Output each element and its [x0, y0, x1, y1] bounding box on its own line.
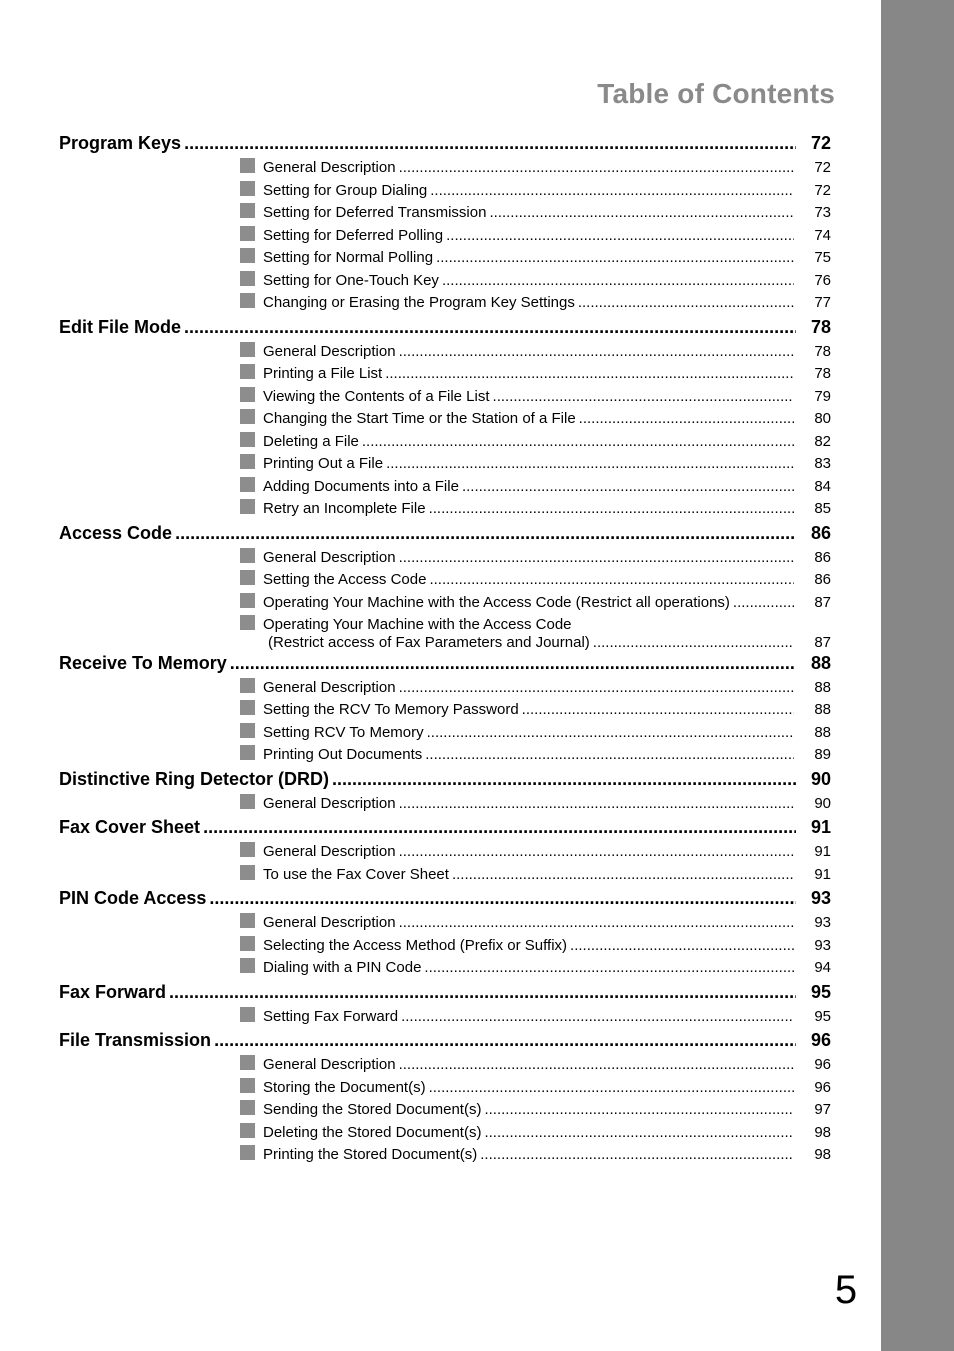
toc-item-page: 97: [814, 1101, 831, 1118]
dot-leader: [399, 795, 794, 813]
dot-leader: [386, 455, 794, 473]
square-bullet-icon: [240, 1100, 255, 1115]
toc-item-page: 74: [814, 226, 831, 244]
dot-leader: [480, 1146, 794, 1164]
toc-item-label: Operating Your Machine with the Access Code (Restrict all operations): [263, 593, 730, 611]
toc-item-row: [240, 614, 831, 652]
dot-leader: [209, 887, 796, 909]
square-bullet-icon: [240, 181, 255, 196]
toc-item-row: [240, 386, 831, 406]
toc-section-row: [59, 816, 831, 838]
dot-leader: [399, 679, 794, 697]
toc-section-row: [59, 981, 831, 1003]
toc-item-label: Setting for One-Touch Key: [263, 271, 439, 289]
toc-item-row: [240, 592, 831, 612]
toc-item-row: [240, 247, 831, 267]
toc-item-page: 84: [814, 477, 831, 495]
toc-item-label: To use the Fax Cover Sheet: [263, 865, 449, 883]
toc-item-label: General Description: [263, 1056, 396, 1073]
toc-item-row: [240, 1077, 831, 1097]
square-bullet-icon: [240, 678, 255, 693]
dot-leader: [362, 433, 794, 451]
toc-item-page: 98: [814, 1146, 831, 1163]
toc-item-page: 83: [814, 455, 831, 472]
square-bullet-icon: [240, 409, 255, 424]
page-title: Table of Contents: [597, 78, 835, 109]
square-bullet-icon: [240, 1007, 255, 1022]
dot-leader: [332, 768, 796, 790]
toc-section-title: PIN Code Access: [59, 888, 207, 908]
toc-item-page: 73: [814, 204, 831, 221]
dot-leader: [446, 227, 794, 245]
toc-section-page: 95: [810, 981, 831, 1002]
toc-section-title: Distinctive Ring Detector (DRD): [59, 768, 330, 789]
toc-section-page: 78: [810, 316, 831, 337]
square-bullet-icon: [240, 293, 255, 308]
square-bullet-icon: [240, 499, 255, 514]
square-bullet-icon: [240, 454, 255, 469]
toc-item-row: [240, 1122, 831, 1142]
dot-leader: [399, 1056, 794, 1074]
toc-item-label: Setting RCV To Memory: [263, 723, 424, 741]
toc-item-row: [240, 157, 831, 177]
square-bullet-icon: [240, 271, 255, 286]
toc-item-page: 88: [814, 723, 831, 741]
toc-item-page: 87: [814, 593, 831, 611]
toc-section-page: 88: [810, 652, 831, 673]
toc-item-page: 98: [814, 1123, 831, 1141]
toc-item-page: 76: [814, 271, 831, 289]
square-bullet-icon: [240, 432, 255, 447]
toc-item-page: 93: [814, 914, 831, 931]
square-bullet-icon: [240, 203, 255, 218]
toc-item-row: [240, 1006, 831, 1026]
dot-leader: [385, 365, 794, 383]
dot-leader: [452, 866, 794, 884]
toc-section-title: Fax Cover Sheet: [59, 817, 201, 837]
toc-item-label: Setting for Group Dialing: [263, 181, 428, 199]
square-bullet-icon: [240, 593, 255, 608]
dot-leader: [436, 249, 794, 267]
toc-section-row: [59, 522, 831, 544]
toc-item-row: [240, 793, 831, 813]
dot-leader: [570, 937, 794, 955]
square-bullet-icon: [240, 158, 255, 173]
square-bullet-icon: [240, 615, 255, 630]
page-number: 5: [834, 1268, 858, 1312]
dot-leader: [484, 1124, 794, 1142]
toc-section-page: 96: [810, 1030, 831, 1050]
side-tab-bar: [881, 0, 954, 1351]
toc-item-page: 75: [814, 249, 831, 266]
toc-item-label: Changing the Start Time or the Station of a File: [263, 410, 576, 427]
toc-item-row: [240, 1099, 831, 1119]
toc-section-title: Fax Forward: [59, 981, 167, 1002]
toc-item-label: Setting for Deferred Polling: [263, 226, 444, 244]
toc-section-row: [59, 652, 831, 674]
toc-section-row: [59, 887, 831, 909]
toc-item-row: [240, 202, 831, 222]
square-bullet-icon: [240, 570, 255, 585]
toc-item-label: Selecting the Access Method (Prefix or Suffix): [263, 936, 568, 954]
toc-item-label: General Description: [263, 914, 396, 931]
dot-leader: [593, 634, 794, 652]
dot-leader: [175, 522, 796, 544]
toc-item-page: 86: [814, 548, 831, 566]
square-bullet-icon: [240, 842, 255, 857]
toc-section-title: Receive To Memory: [59, 652, 227, 673]
toc-item-row: [240, 180, 831, 200]
square-bullet-icon: [240, 1145, 255, 1160]
toc-item-row: [240, 453, 831, 473]
toc-item-page: 86: [814, 571, 831, 588]
toc-item-page: 77: [814, 294, 831, 311]
toc-item-page: 85: [814, 500, 831, 517]
square-bullet-icon: [240, 364, 255, 379]
dot-leader: [169, 981, 796, 1003]
toc-item-page: 88: [814, 701, 831, 718]
dot-leader: [425, 746, 794, 764]
toc-item-row: [240, 408, 831, 428]
toc-item-label: General Description: [263, 159, 396, 176]
toc-item-page: 72: [814, 159, 831, 176]
square-bullet-icon: [240, 936, 255, 951]
toc-item-page: 96: [814, 1078, 831, 1096]
toc-item-label: Printing a File List: [263, 365, 383, 382]
dot-leader: [442, 272, 794, 290]
toc-item-label: Printing the Stored Document(s): [263, 1146, 478, 1163]
dot-leader: [429, 571, 794, 589]
toc-item-row: [240, 341, 831, 361]
dot-leader: [184, 132, 796, 154]
toc-item-page: 80: [814, 410, 831, 427]
square-bullet-icon: [240, 248, 255, 263]
toc-item-page: 82: [814, 432, 831, 450]
square-bullet-icon: [240, 1123, 255, 1138]
toc-item-label: Setting the Access Code: [263, 571, 427, 588]
toc-section-title: Edit File Mode: [59, 316, 182, 337]
toc-item-page: 87: [814, 634, 831, 651]
toc-section-page: 90: [810, 768, 831, 789]
toc-item-row: [240, 569, 831, 589]
dot-leader: [462, 478, 794, 496]
square-bullet-icon: [240, 548, 255, 563]
toc-section-page: 86: [810, 522, 831, 543]
dot-leader: [184, 316, 796, 338]
toc-item-page: 96: [814, 1056, 831, 1073]
dot-leader: [430, 182, 794, 200]
toc-item-label: Setting for Normal Polling: [263, 249, 434, 266]
toc-item-label: Dialing with a PIN Code: [263, 959, 422, 976]
square-bullet-icon: [240, 913, 255, 928]
toc-item-row: [240, 957, 831, 977]
toc-item-row: [240, 864, 831, 884]
square-bullet-icon: [240, 226, 255, 241]
toc-item-row: [240, 935, 831, 955]
dot-leader: [489, 204, 794, 222]
toc-item-label: Setting for Deferred Transmission: [263, 204, 487, 221]
dot-leader: [401, 1008, 794, 1026]
dot-leader: [203, 816, 796, 838]
toc-section-title: File Transmission: [59, 1030, 212, 1050]
toc-section-page: 93: [810, 888, 831, 908]
toc-item-row: [240, 699, 831, 719]
toc-item-label: Setting Fax Forward: [263, 1007, 399, 1025]
toc-item-page: 90: [814, 794, 831, 812]
toc-item-label: Retry an Incomplete File: [263, 500, 426, 517]
toc-item-row: [240, 225, 831, 245]
toc-item-row: [240, 292, 831, 312]
square-bullet-icon: [240, 700, 255, 715]
toc-item-label: Storing the Document(s): [263, 1078, 426, 1096]
toc-item-label: Adding Documents into a File: [263, 477, 459, 495]
dot-leader: [399, 843, 794, 861]
toc-item-row: [240, 744, 831, 764]
toc-section-row: [59, 316, 831, 338]
toc-item-row: [240, 363, 831, 383]
toc-item-row: [240, 1054, 831, 1074]
toc-item-label: General Description: [263, 794, 396, 812]
square-bullet-icon: [240, 387, 255, 402]
toc-section-title: Program Keys: [59, 133, 182, 153]
square-bullet-icon: [240, 342, 255, 357]
toc-section-title: Access Code: [59, 522, 173, 543]
toc-item-page: 94: [814, 959, 831, 976]
toc-item-label: General Description: [263, 548, 396, 566]
toc-item-label: General Description: [263, 342, 396, 360]
toc-item-label: Sending the Stored Document(s): [263, 1101, 482, 1118]
toc-item-label: General Description: [263, 678, 396, 696]
toc-item-row: [240, 722, 831, 742]
toc-item-label: General Description: [263, 843, 396, 860]
toc-item-row: [240, 270, 831, 290]
square-bullet-icon: [240, 477, 255, 492]
toc-item-page: 91: [814, 865, 831, 883]
toc-item-page: 79: [814, 387, 831, 405]
square-bullet-icon: [240, 794, 255, 809]
toc-item-row: [240, 547, 831, 567]
dot-leader: [214, 1029, 796, 1051]
toc-item-row: [240, 841, 831, 861]
toc-section-row: [59, 132, 831, 154]
dot-leader: [399, 159, 794, 177]
square-bullet-icon: [240, 745, 255, 760]
toc-item-page: 91: [814, 843, 831, 860]
dot-leader: [429, 1079, 794, 1097]
toc-item-label: Viewing the Contents of a File List: [263, 387, 490, 405]
toc-item-page: 72: [814, 181, 831, 199]
toc-item-row: [240, 476, 831, 496]
toc-item-label-continued: (Restrict access of Fax Parameters and Journal): [268, 634, 590, 651]
dot-leader: [522, 701, 794, 719]
square-bullet-icon: [240, 1055, 255, 1070]
dot-leader: [578, 294, 794, 312]
dot-leader: [493, 388, 794, 406]
toc-item-row: [240, 912, 831, 932]
dot-leader: [399, 914, 794, 932]
dot-leader: [230, 652, 796, 674]
toc-section-page: 91: [810, 817, 831, 837]
toc-item-row: [240, 1144, 831, 1164]
dot-leader: [427, 724, 794, 742]
toc-item-label: Setting the RCV To Memory Password: [263, 701, 519, 718]
toc-item-label: Changing or Erasing the Program Key Settings: [263, 294, 575, 311]
toc-item-page: 78: [814, 342, 831, 360]
toc-item-page: 89: [814, 746, 831, 763]
square-bullet-icon: [240, 1078, 255, 1093]
toc-item-label: Operating Your Machine with the Access Code: [263, 616, 572, 633]
toc-item-label: Deleting the Stored Document(s): [263, 1123, 482, 1141]
toc-item-label: Printing Out Documents: [263, 746, 423, 763]
square-bullet-icon: [240, 865, 255, 880]
toc-item-label: Printing Out a File: [263, 455, 384, 472]
dot-leader: [733, 594, 794, 612]
dot-leader: [429, 500, 794, 518]
toc-item-row: [240, 431, 831, 451]
toc-item-page: 95: [814, 1007, 831, 1025]
toc-item-row: [240, 677, 831, 697]
toc-section-row: [59, 1029, 831, 1051]
toc-item-label: Deleting a File: [263, 432, 359, 450]
toc-section-row: [59, 768, 831, 790]
toc-item-page: 88: [814, 678, 831, 696]
toc-item-row: [240, 498, 831, 518]
dot-leader: [399, 549, 794, 567]
square-bullet-icon: [240, 723, 255, 738]
toc-item-page: 93: [814, 936, 831, 954]
square-bullet-icon: [240, 958, 255, 973]
toc-item-page: 78: [814, 365, 831, 382]
toc-section-page: 72: [810, 133, 831, 153]
dot-leader: [579, 410, 794, 428]
dot-leader: [484, 1101, 794, 1119]
dot-leader: [424, 959, 794, 977]
dot-leader: [399, 343, 794, 361]
